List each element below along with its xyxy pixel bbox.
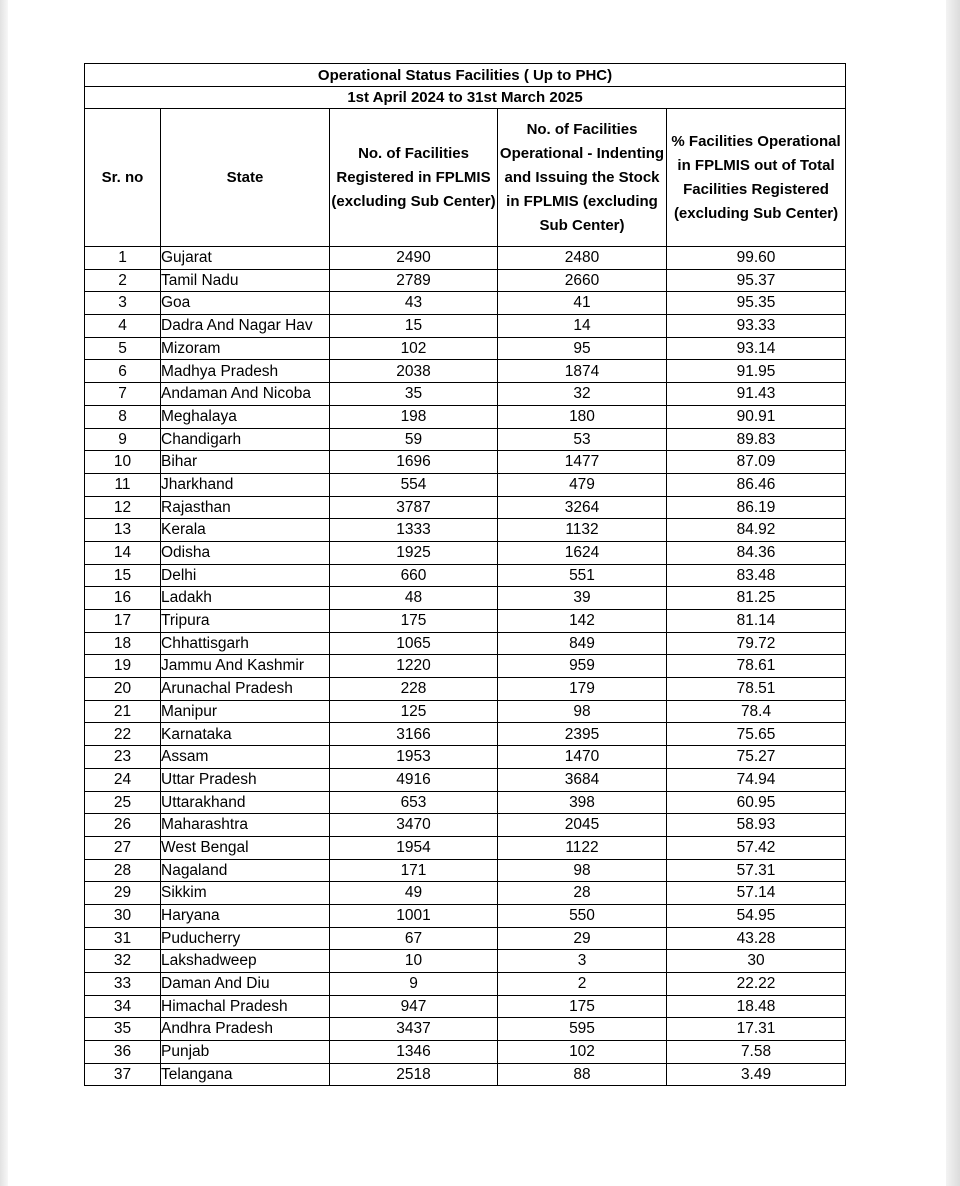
cell-registered: 1346 xyxy=(330,1041,498,1064)
cell-percent: 43.28 xyxy=(667,927,846,950)
cell-registered: 10 xyxy=(330,950,498,973)
table-body xyxy=(85,247,846,1086)
header-registered: No. of Facilities Registered in FPLMIS (excluding Sub Center) xyxy=(330,109,498,247)
cell-percent: 57.42 xyxy=(667,836,846,859)
cell-sr-no: 10 xyxy=(85,451,161,474)
cell-percent: 95.37 xyxy=(667,269,846,292)
cell-sr-no: 21 xyxy=(85,700,161,723)
period-row xyxy=(85,87,846,109)
table-period: 1st April 2024 to 31st March 2025 xyxy=(85,87,846,109)
cell-percent: 99.60 xyxy=(667,247,846,270)
cell-operational: 398 xyxy=(498,791,667,814)
table-row xyxy=(85,859,846,882)
header-operational: No. of Facilities Operational - Indenting and Issuing the Stock in FPLMIS (excluding Sub Center) xyxy=(498,109,667,247)
cell-registered: 102 xyxy=(330,337,498,360)
cell-sr-no: 2 xyxy=(85,269,161,292)
table-row xyxy=(85,678,846,701)
page-left-edge xyxy=(0,0,8,1186)
cell-operational: 1477 xyxy=(498,451,667,474)
cell-percent: 18.48 xyxy=(667,995,846,1018)
cell-state: Delhi xyxy=(161,564,330,587)
cell-registered: 67 xyxy=(330,927,498,950)
cell-sr-no: 12 xyxy=(85,496,161,519)
header-sr-no: Sr. no xyxy=(85,109,161,247)
cell-sr-no: 14 xyxy=(85,541,161,564)
table-row xyxy=(85,451,846,474)
cell-registered: 2789 xyxy=(330,269,498,292)
cell-percent: 3.49 xyxy=(667,1063,846,1086)
cell-percent: 78.61 xyxy=(667,655,846,678)
cell-sr-no: 7 xyxy=(85,383,161,406)
cell-operational: 175 xyxy=(498,995,667,1018)
cell-registered: 1001 xyxy=(330,904,498,927)
cell-state: Andaman And Nicoba xyxy=(161,383,330,406)
cell-registered: 1953 xyxy=(330,746,498,769)
cell-percent: 87.09 xyxy=(667,451,846,474)
cell-state: Rajasthan xyxy=(161,496,330,519)
cell-percent: 84.92 xyxy=(667,519,846,542)
cell-operational: 98 xyxy=(498,700,667,723)
cell-percent: 84.36 xyxy=(667,541,846,564)
table-row xyxy=(85,428,846,451)
cell-operational: 2660 xyxy=(498,269,667,292)
cell-state: Himachal Pradesh xyxy=(161,995,330,1018)
cell-state: Ladakh xyxy=(161,587,330,610)
cell-sr-no: 35 xyxy=(85,1018,161,1041)
cell-state: Assam xyxy=(161,746,330,769)
cell-registered: 2038 xyxy=(330,360,498,383)
table-row xyxy=(85,927,846,950)
cell-registered: 228 xyxy=(330,678,498,701)
cell-registered: 171 xyxy=(330,859,498,882)
cell-percent: 93.33 xyxy=(667,315,846,338)
header-state: State xyxy=(161,109,330,247)
table-row xyxy=(85,882,846,905)
cell-sr-no: 20 xyxy=(85,678,161,701)
cell-operational: 28 xyxy=(498,882,667,905)
table-row xyxy=(85,496,846,519)
cell-sr-no: 32 xyxy=(85,950,161,973)
cell-percent: 75.27 xyxy=(667,746,846,769)
cell-state: Kerala xyxy=(161,519,330,542)
cell-registered: 1065 xyxy=(330,632,498,655)
cell-state: Tripura xyxy=(161,610,330,633)
cell-sr-no: 29 xyxy=(85,882,161,905)
table-row xyxy=(85,700,846,723)
cell-operational: 1470 xyxy=(498,746,667,769)
table-row xyxy=(85,1018,846,1041)
cell-state: Puducherry xyxy=(161,927,330,950)
cell-operational: 595 xyxy=(498,1018,667,1041)
cell-operational: 1874 xyxy=(498,360,667,383)
header-percent: % Facilities Operational in FPLMIS out of Total Facilities Registered (excluding Sub Center) xyxy=(667,109,846,247)
cell-sr-no: 5 xyxy=(85,337,161,360)
cell-state: Dadra And Nagar Hav xyxy=(161,315,330,338)
page-right-edge xyxy=(946,0,960,1186)
cell-operational: 95 xyxy=(498,337,667,360)
cell-sr-no: 26 xyxy=(85,814,161,837)
cell-sr-no: 37 xyxy=(85,1063,161,1086)
table-row xyxy=(85,564,846,587)
cell-percent: 91.43 xyxy=(667,383,846,406)
cell-state: Madhya Pradesh xyxy=(161,360,330,383)
table-row xyxy=(85,360,846,383)
cell-state: Odisha xyxy=(161,541,330,564)
table-row xyxy=(85,315,846,338)
cell-percent: 86.19 xyxy=(667,496,846,519)
cell-registered: 660 xyxy=(330,564,498,587)
cell-sr-no: 15 xyxy=(85,564,161,587)
table-row xyxy=(85,587,846,610)
cell-operational: 2480 xyxy=(498,247,667,270)
cell-sr-no: 36 xyxy=(85,1041,161,1064)
cell-registered: 49 xyxy=(330,882,498,905)
cell-registered: 3787 xyxy=(330,496,498,519)
cell-percent: 91.95 xyxy=(667,360,846,383)
cell-operational: 2 xyxy=(498,973,667,996)
cell-state: Haryana xyxy=(161,904,330,927)
cell-state: Punjab xyxy=(161,1041,330,1064)
cell-sr-no: 19 xyxy=(85,655,161,678)
cell-sr-no: 16 xyxy=(85,587,161,610)
cell-percent: 58.93 xyxy=(667,814,846,837)
cell-state: Daman And Diu xyxy=(161,973,330,996)
cell-percent: 86.46 xyxy=(667,473,846,496)
cell-sr-no: 8 xyxy=(85,405,161,428)
table-row xyxy=(85,746,846,769)
cell-registered: 1954 xyxy=(330,836,498,859)
cell-operational: 1122 xyxy=(498,836,667,859)
cell-percent: 78.4 xyxy=(667,700,846,723)
table-row xyxy=(85,337,846,360)
cell-percent: 57.14 xyxy=(667,882,846,905)
table-row xyxy=(85,269,846,292)
cell-state: Lakshadweep xyxy=(161,950,330,973)
cell-sr-no: 6 xyxy=(85,360,161,383)
cell-registered: 9 xyxy=(330,973,498,996)
cell-registered: 43 xyxy=(330,292,498,315)
cell-operational: 98 xyxy=(498,859,667,882)
cell-state: Nagaland xyxy=(161,859,330,882)
cell-state: Tamil Nadu xyxy=(161,269,330,292)
cell-operational: 1132 xyxy=(498,519,667,542)
cell-percent: 7.58 xyxy=(667,1041,846,1064)
cell-percent: 74.94 xyxy=(667,768,846,791)
cell-operational: 3 xyxy=(498,950,667,973)
cell-percent: 75.65 xyxy=(667,723,846,746)
cell-sr-no: 23 xyxy=(85,746,161,769)
cell-registered: 35 xyxy=(330,383,498,406)
cell-state: Bihar xyxy=(161,451,330,474)
cell-state: Chandigarh xyxy=(161,428,330,451)
cell-operational: 550 xyxy=(498,904,667,927)
cell-registered: 3437 xyxy=(330,1018,498,1041)
cell-state: Uttarakhand xyxy=(161,791,330,814)
cell-registered: 125 xyxy=(330,700,498,723)
cell-percent: 81.25 xyxy=(667,587,846,610)
table-row xyxy=(85,995,846,1018)
cell-percent: 95.35 xyxy=(667,292,846,315)
cell-registered: 3166 xyxy=(330,723,498,746)
cell-sr-no: 31 xyxy=(85,927,161,950)
cell-operational: 180 xyxy=(498,405,667,428)
cell-state: Chhattisgarh xyxy=(161,632,330,655)
cell-registered: 4916 xyxy=(330,768,498,791)
table-row xyxy=(85,768,846,791)
cell-operational: 2395 xyxy=(498,723,667,746)
cell-operational: 959 xyxy=(498,655,667,678)
cell-sr-no: 9 xyxy=(85,428,161,451)
table-row xyxy=(85,973,846,996)
facilities-table xyxy=(84,63,846,1086)
cell-operational: 41 xyxy=(498,292,667,315)
table-row xyxy=(85,655,846,678)
table-row xyxy=(85,791,846,814)
cell-sr-no: 33 xyxy=(85,973,161,996)
cell-percent: 22.22 xyxy=(667,973,846,996)
table-row xyxy=(85,519,846,542)
cell-registered: 1220 xyxy=(330,655,498,678)
cell-sr-no: 30 xyxy=(85,904,161,927)
cell-sr-no: 3 xyxy=(85,292,161,315)
cell-registered: 15 xyxy=(330,315,498,338)
cell-sr-no: 17 xyxy=(85,610,161,633)
cell-percent: 78.51 xyxy=(667,678,846,701)
cell-sr-no: 22 xyxy=(85,723,161,746)
cell-registered: 175 xyxy=(330,610,498,633)
cell-registered: 554 xyxy=(330,473,498,496)
cell-operational: 39 xyxy=(498,587,667,610)
cell-sr-no: 34 xyxy=(85,995,161,1018)
table-row xyxy=(85,405,846,428)
cell-sr-no: 4 xyxy=(85,315,161,338)
cell-operational: 3264 xyxy=(498,496,667,519)
cell-state: Karnataka xyxy=(161,723,330,746)
table-row xyxy=(85,473,846,496)
cell-operational: 1624 xyxy=(498,541,667,564)
table-row xyxy=(85,904,846,927)
cell-state: Gujarat xyxy=(161,247,330,270)
cell-registered: 1925 xyxy=(330,541,498,564)
cell-sr-no: 11 xyxy=(85,473,161,496)
table-row xyxy=(85,814,846,837)
cell-state: Mizoram xyxy=(161,337,330,360)
cell-sr-no: 18 xyxy=(85,632,161,655)
cell-state: Goa xyxy=(161,292,330,315)
table-row xyxy=(85,836,846,859)
cell-operational: 88 xyxy=(498,1063,667,1086)
cell-registered: 1333 xyxy=(330,519,498,542)
table-row xyxy=(85,723,846,746)
cell-operational: 14 xyxy=(498,315,667,338)
cell-state: Meghalaya xyxy=(161,405,330,428)
cell-percent: 54.95 xyxy=(667,904,846,927)
cell-state: West Bengal xyxy=(161,836,330,859)
table-row xyxy=(85,950,846,973)
cell-registered: 1696 xyxy=(330,451,498,474)
cell-sr-no: 25 xyxy=(85,791,161,814)
cell-operational: 53 xyxy=(498,428,667,451)
cell-sr-no: 24 xyxy=(85,768,161,791)
cell-state: Arunachal Pradesh xyxy=(161,678,330,701)
cell-state: Maharashtra xyxy=(161,814,330,837)
table-title: Operational Status Facilities ( Up to PHC) xyxy=(85,64,846,87)
cell-percent: 83.48 xyxy=(667,564,846,587)
cell-state: Jharkhand xyxy=(161,473,330,496)
cell-operational: 3684 xyxy=(498,768,667,791)
cell-percent: 17.31 xyxy=(667,1018,846,1041)
cell-registered: 48 xyxy=(330,587,498,610)
cell-operational: 179 xyxy=(498,678,667,701)
cell-registered: 198 xyxy=(330,405,498,428)
cell-state: Andhra Pradesh xyxy=(161,1018,330,1041)
table-row xyxy=(85,632,846,655)
cell-sr-no: 13 xyxy=(85,519,161,542)
table-row xyxy=(85,541,846,564)
cell-registered: 2490 xyxy=(330,247,498,270)
cell-state: Uttar Pradesh xyxy=(161,768,330,791)
cell-operational: 551 xyxy=(498,564,667,587)
table-row xyxy=(85,292,846,315)
cell-percent: 79.72 xyxy=(667,632,846,655)
cell-operational: 849 xyxy=(498,632,667,655)
cell-state: Jammu And Kashmir xyxy=(161,655,330,678)
cell-registered: 947 xyxy=(330,995,498,1018)
cell-registered: 59 xyxy=(330,428,498,451)
table-row xyxy=(85,610,846,633)
cell-registered: 3470 xyxy=(330,814,498,837)
cell-operational: 479 xyxy=(498,473,667,496)
cell-registered: 2518 xyxy=(330,1063,498,1086)
cell-operational: 2045 xyxy=(498,814,667,837)
cell-operational: 29 xyxy=(498,927,667,950)
title-row xyxy=(85,64,846,87)
cell-percent: 30 xyxy=(667,950,846,973)
cell-state: Manipur xyxy=(161,700,330,723)
cell-percent: 81.14 xyxy=(667,610,846,633)
cell-operational: 102 xyxy=(498,1041,667,1064)
cell-operational: 32 xyxy=(498,383,667,406)
cell-percent: 57.31 xyxy=(667,859,846,882)
cell-sr-no: 1 xyxy=(85,247,161,270)
cell-state: Sikkim xyxy=(161,882,330,905)
table-row xyxy=(85,383,846,406)
column-header-row xyxy=(85,109,846,247)
cell-sr-no: 27 xyxy=(85,836,161,859)
table-row xyxy=(85,1063,846,1086)
cell-percent: 93.14 xyxy=(667,337,846,360)
cell-operational: 142 xyxy=(498,610,667,633)
table-row xyxy=(85,1041,846,1064)
cell-percent: 90.91 xyxy=(667,405,846,428)
cell-state: Telangana xyxy=(161,1063,330,1086)
cell-sr-no: 28 xyxy=(85,859,161,882)
cell-percent: 60.95 xyxy=(667,791,846,814)
cell-percent: 89.83 xyxy=(667,428,846,451)
table-row xyxy=(85,247,846,270)
cell-registered: 653 xyxy=(330,791,498,814)
